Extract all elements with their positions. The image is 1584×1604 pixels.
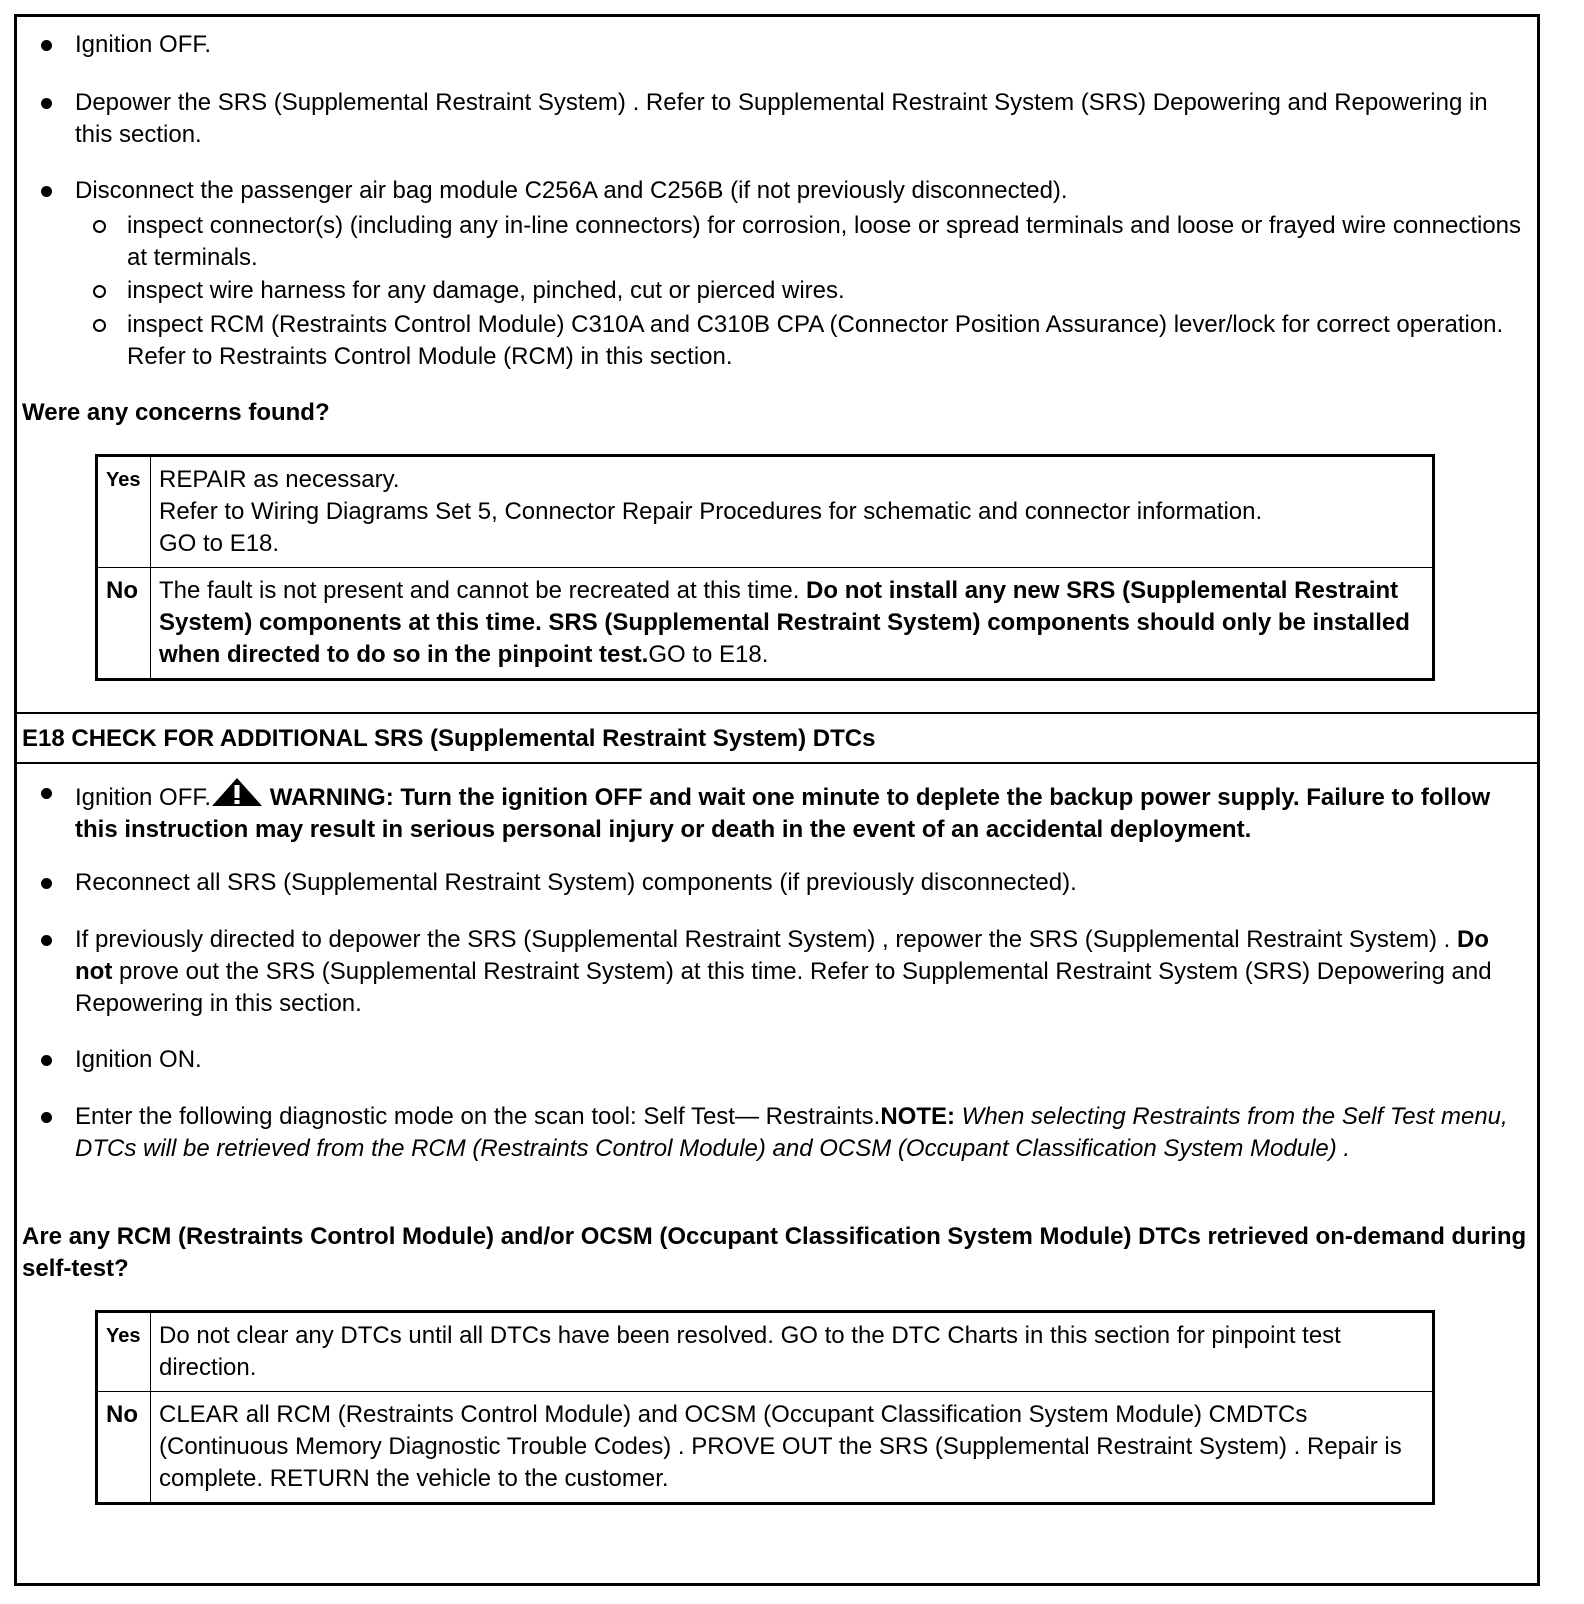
bullet-dot-icon [41, 40, 52, 51]
yes-label: Yes [97, 1312, 151, 1392]
bullet-dot-icon [41, 935, 52, 946]
bullet-item: Disconnect the passenger air bag module C256A and C256B (if not previously disconnected). [75, 175, 1527, 207]
bullet-item: Ignition OFF. [75, 29, 1527, 61]
section-divider [17, 762, 1537, 764]
yes-action: Do not clear any DTCs until all DTCs have been resolved. GO to the DTC Charts in this section for pinpoint test direction. [151, 1312, 1434, 1392]
no-label: No [97, 1392, 151, 1504]
table-row [97, 456, 1434, 568]
bullet-item: If previously directed to depower the SRS (Supplemental Restraint System) , repower the SRS (Supplemental Restraint System) . Do not prove out the SRS (Supplemental Restraint System) at this time. Refer to Supplemental Restraint System (SRS) Depowering and Repowering in this section. [75, 924, 1527, 1020]
table-row [97, 1392, 1434, 1504]
yes-no-table [95, 1310, 1435, 1505]
yes-action: REPAIR as necessary. Refer to Wiring Diagrams Set 5, Connector Repair Procedures for schematic and connector information. GO to E18. [151, 456, 1434, 568]
circle-bullet-icon [93, 220, 106, 233]
question-text: Are any RCM (Restraints Control Module) and/or OCSM (Occupant Classification System Module) DTCs retrieved on-demand during self-test? [22, 1223, 1527, 1282]
bullet-dot-icon [41, 878, 52, 889]
sub-item: inspect RCM (Restraints Control Module) C310A and C310B CPA (Connector Position Assurance) lever/lock for correct operation. Refer to Restraints Control Module (RCM) in this section. [127, 309, 1527, 373]
bullet-item: Enter the following diagnostic mode on the scan tool: Self Test— Restraints.NOTE: When selecting Restraints from the Self Test menu, DTCs will be retrieved from the RCM (Restraints Control Module) and OCSM (Occupant Classification System Module) . [75, 1101, 1527, 1165]
circle-bullet-icon [93, 285, 106, 298]
bullet-dot-icon [41, 1112, 52, 1123]
section-e18 [17, 765, 1537, 1583]
table-row [97, 1312, 1434, 1392]
document-frame [14, 14, 1540, 1586]
no-label: No [97, 568, 151, 680]
no-action: The fault is not present and cannot be recreated at this time. Do not install any new SRS (Supplemental Restraint System) components at this time. SRS (Supplemental Restraint System) components should only be installed when directed to do so in the pinpoint test.GO to E18. [151, 568, 1434, 680]
yes-no-table [95, 454, 1435, 681]
bullet-dot-icon [41, 788, 52, 799]
bullet-dot-icon [41, 98, 52, 109]
bullet-item: Ignition OFF. WARNING: Turn the ignition OFF and wait one minute to deplete the backup power supply. Failure to follow this instruction may result in serious personal injury or death in the event of an accidental deployment. [75, 777, 1527, 846]
section-e17-continued [17, 17, 1537, 712]
circle-bullet-icon [93, 319, 106, 332]
question-text: Were any concerns found? [22, 399, 330, 426]
bullet-item: Ignition ON. [75, 1044, 1527, 1076]
yes-label: Yes [97, 456, 151, 568]
bullet-item: Reconnect all SRS (Supplemental Restraint System) components (if previously disconnected). [75, 867, 1527, 899]
bullet-dot-icon [41, 1055, 52, 1066]
step-heading: E18 CHECK FOR ADDITIONAL SRS (Supplemental Restraint System) DTCs [22, 725, 876, 752]
no-action: CLEAR all RCM (Restraints Control Module) and OCSM (Occupant Classification System Module) CMDTCs (Continuous Memory Diagnostic Trouble Codes) . PROVE OUT the SRS (Supplemental Restraint System) . Repair is complete. RETURN the vehicle to the customer. [151, 1392, 1434, 1504]
table-row [97, 568, 1434, 680]
sub-item: inspect wire harness for any damage, pinched, cut or pierced wires. [127, 275, 1527, 307]
bullet-item: Depower the SRS (Supplemental Restraint System) . Refer to Supplemental Restraint System (SRS) Depowering and Repowering in this section. [75, 87, 1527, 151]
sub-item: inspect connector(s) (including any in-line connectors) for corrosion, loose or spread terminals and loose or frayed wire connections at terminals. [127, 210, 1527, 274]
bullet-dot-icon [41, 186, 52, 197]
warning-triangle-icon [211, 777, 263, 807]
